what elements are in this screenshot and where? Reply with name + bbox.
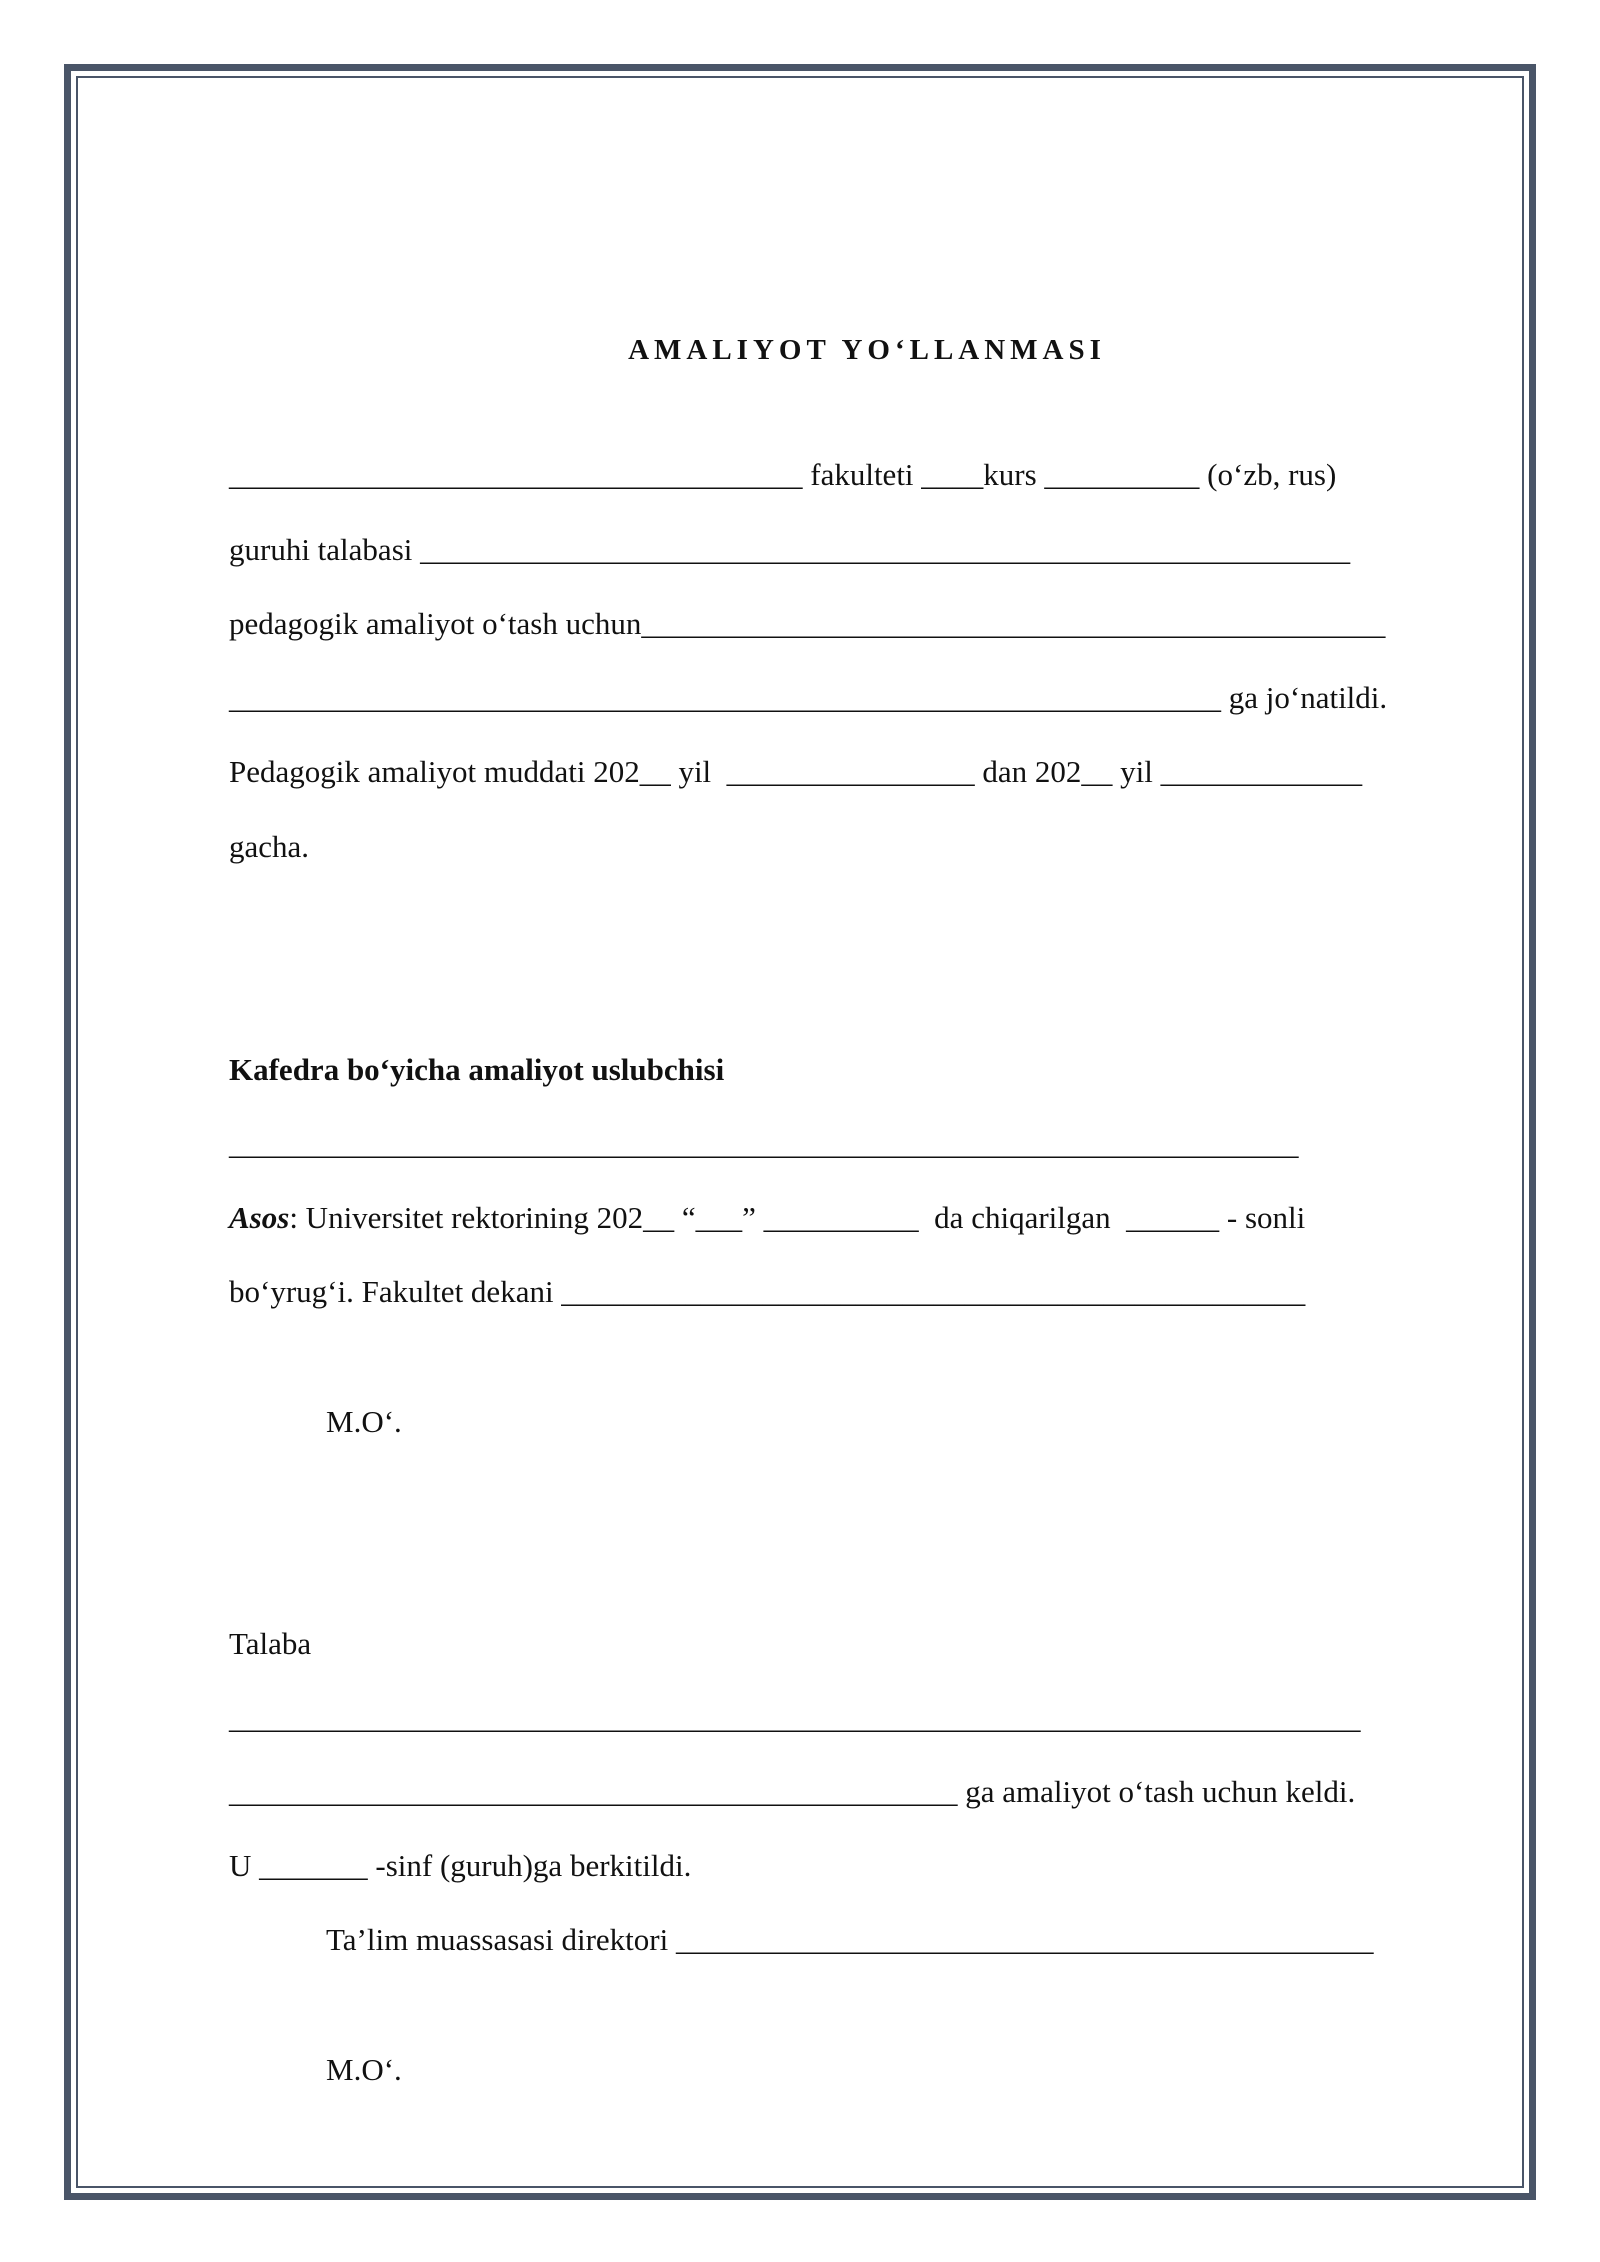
student-signature-line: _________________________________________________________________________ [229, 1700, 1361, 1735]
practice-period-line: Pedagogik amaliyot muddati 202__ yil ________________ dan 202__ yil _____________ [229, 754, 1363, 789]
group-student-line: guruhi talabasi ____________________________________________________________ [229, 532, 1351, 567]
methodist-signature-line: _____________________________________________________________________ [229, 1126, 1299, 1161]
basis-line [229, 1198, 1305, 1238]
department-methodist-heading: Kafedra bo‘yicha amaliyot uslubchisi [229, 1052, 725, 1087]
practice-purpose-line: pedagogik amaliyot o‘tash uchun________________________________________________ [229, 606, 1386, 641]
stamp-place-2: M.O‘. [326, 2052, 402, 2087]
sent-to-line: ________________________________________________________________ ga jo‘natildi. [229, 680, 1388, 715]
stamp-place-1: M.O‘. [326, 1404, 402, 1439]
dean-line: bo‘yrug‘i. Fakultet dekani ________________________________________________ [229, 1274, 1306, 1309]
until-line: gacha. [229, 829, 310, 864]
director-line: Ta’lim muassasasi direktori _____________________________________________ [326, 1922, 1374, 1957]
student-label: Talaba [229, 1626, 312, 1661]
basis-text: : Universitet rektorining 202__ “___” __________ da chiqarilgan ______ - sonli [289, 1200, 1306, 1235]
basis-label: Asos [229, 1200, 290, 1235]
arrived-line: _______________________________________________ ga amaliyot o‘tash uchun keldi. [229, 1774, 1356, 1809]
faculty-course-line: _____________________________________ fakulteti ____kurs __________ (o‘zb, rus) [229, 457, 1337, 492]
document-title: AMALIYOT YO‘LLANMASI [628, 334, 1106, 366]
class-assigned-line: U _______ -sinf (guruh)ga berkitildi. [229, 1848, 692, 1883]
